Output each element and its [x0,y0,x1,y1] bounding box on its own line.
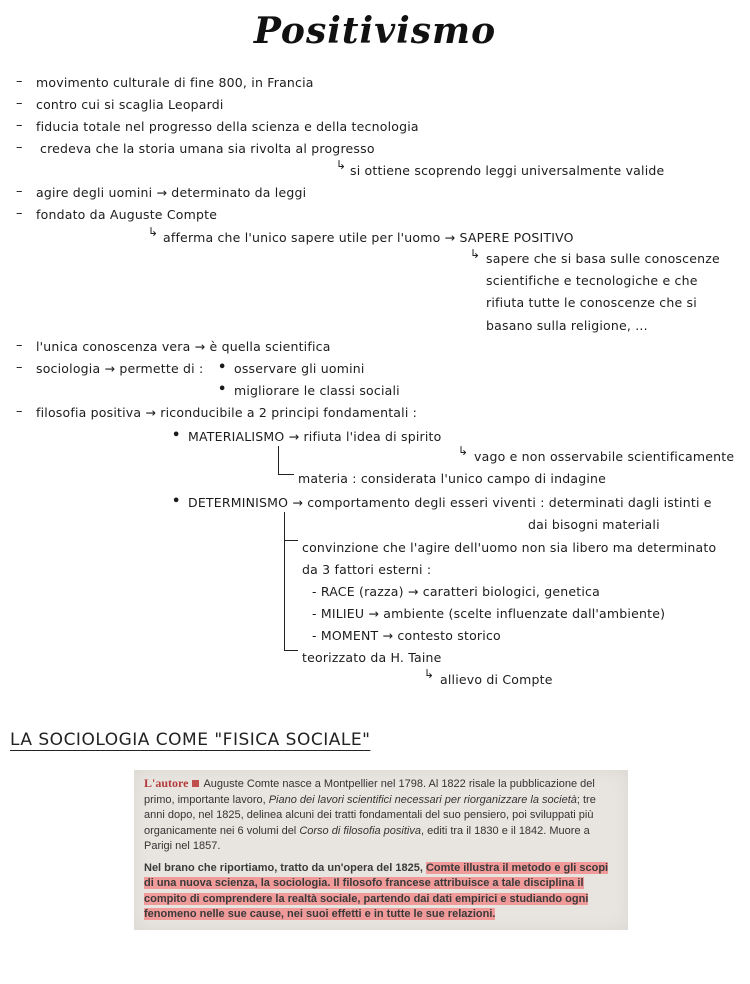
note-line: sociologia → permette di : [36,361,204,376]
list-dash: – [16,184,23,199]
bullet-dot: • [218,382,227,397]
note-subline: scientifiche e tecnologiche e che [486,273,698,288]
square-marker-icon [192,780,199,787]
note-subline: osservare gli uomini [234,361,365,376]
hook-arrow-icon: ↳ [424,667,435,681]
bullet-dot: • [172,428,181,443]
intro-text: Nel brano che riportiamo, tratto da un'opera del 1825, [144,861,426,874]
factor-item: - MOMENT → contesto storico [312,628,501,643]
list-dash: – [16,96,23,111]
note-subline: allievo di Compte [440,672,553,687]
hook-arrow-icon: ↳ [148,225,159,239]
list-dash: – [16,404,23,419]
intro-paragraph [144,861,618,923]
hook-arrow-icon: ↳ [470,247,481,261]
note-line: contro cui si scaglia Leopardi [36,97,224,112]
note-subline: basano sulla religione, ... [486,318,648,333]
note-subline: DETERMINISMO → comportamento degli esseri viventi : determinati dagli istinti e [188,495,712,510]
page-title: Positivismo [253,10,497,52]
author-label: L'autore [144,776,189,790]
bullet-dot: • [172,494,181,509]
note-subline: vago e non osservabile scientificamente [474,449,735,464]
hook-arrow-icon: ↳ [336,158,347,172]
list-dash: – [16,118,23,133]
work-title: Piano dei lavori scientifici necessari per riorganizzare la società [268,793,577,806]
list-dash: – [16,360,23,375]
note-subline: teorizzato da H. Taine [302,650,442,665]
note-subline: sapere che si basa sulle conoscenze [486,251,720,266]
bio-text: Auguste Comte nasce a Montpellier nel 1798. Al 1822 risale la pubblicazione del primo, importante lavoro, [144,778,595,806]
hook-arrow-icon: ↳ [458,444,469,458]
note-subline: materia : considerata l'unico campo di indagine [298,471,607,486]
bio-text: , editi tra il 1830 e il 1842. Muore a Parigi nel 1857. [144,824,590,852]
connector-line [284,540,298,541]
note-subline: afferma che l'unico sapere utile per l'uomo → SAPERE POSITIVO [163,230,574,245]
bullet-dot: • [218,360,227,375]
connector-line [284,512,285,650]
note-subline: dai bisogni materiali [528,517,660,532]
note-line: fiducia totale nel progresso della scienza e della tecnologia [36,119,419,134]
note-line: movimento culturale di fine 800, in Francia [36,75,314,90]
highlighted-text: Comte illustra il metodo e gli scopi di una nuova scienza, la sociologia. Il filosofo francese attribuisce a tale disciplina il compito di comprendere la realtà sociale, partendo dai dati empirici e studiando ogni fenomeno nelle sue cause, nei suoi effetti e in tutte le sue relazioni. [144,861,609,920]
note-line: credeva che la storia umana sia rivolta al progresso [40,141,375,156]
factor-item: - MILIEU → ambiente (scelte influenzate dall'ambiente) [312,606,666,621]
bio-text: ; tre anni dopo, nel 1825, delinea alcuni dei tratti fondamentali del suo pensiero, poi sviluppati più organicamente nei 6 volumi del [144,793,596,837]
note-subline: si ottiene scoprendo leggi universalmente valide [350,163,665,178]
list-dash: – [16,140,23,155]
factor-item: - RACE (razza) → caratteri biologici, genetica [312,584,600,599]
note-line: fondato da Auguste Compte [36,207,218,222]
work-title: Corso di filosofia positiva [299,824,421,837]
note-subline: migliorare le classi sociali [234,383,400,398]
note-line: agire degli uomini → determinato da leggi [36,185,307,200]
note-subline: rifiuta tutte le conoscenze che si [486,295,697,310]
textbook-excerpt [134,770,628,930]
note-subline: da 3 fattori esterni : [302,562,432,577]
note-subline: convinzione che l'agire dell'uomo non sia libero ma determinato [302,540,717,555]
connector-line [278,446,279,474]
note-line: l'unica conoscenza vera → è quella scientifica [36,339,331,354]
note-subline: MATERIALISMO → rifiuta l'idea di spirito [188,429,442,444]
list-dash: – [16,74,23,89]
connector-line [284,650,298,651]
note-line: filosofia positiva → riconducibile a 2 principi fondamentali : [36,405,418,420]
list-dash: – [16,338,23,353]
section-title: LA SOCIOLOGIA COME "FISICA SOCIALE" [10,730,371,750]
connector-line [278,474,294,475]
author-paragraph [144,776,618,855]
list-dash: – [16,206,23,221]
